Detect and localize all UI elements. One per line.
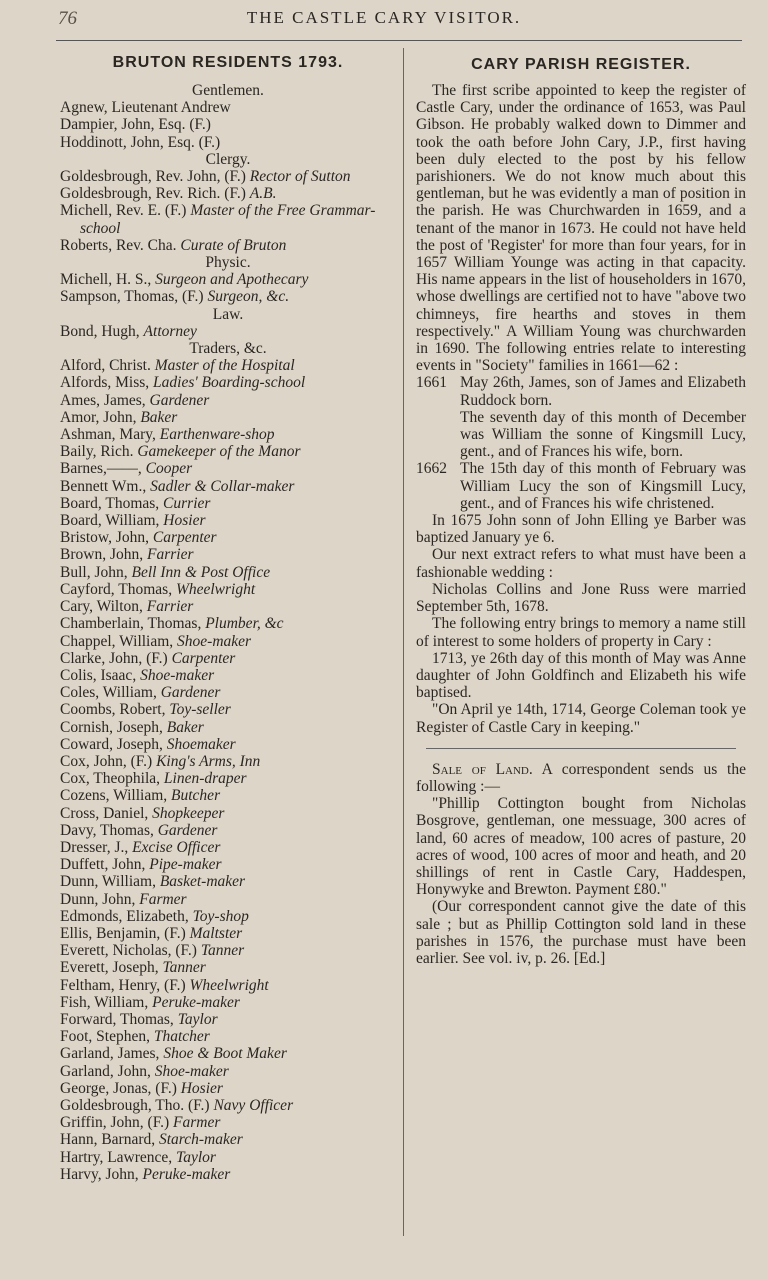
- resident-occupation: Toy-seller: [169, 701, 231, 719]
- resident-name: Colis, Isaac,: [60, 666, 137, 684]
- resident-occupation: King's Arms, Inn: [156, 752, 261, 770]
- resident-entry: [60, 684, 396, 701]
- resident-entry: [60, 1045, 396, 1062]
- register-title: CARY PARISH REGISTER.: [471, 56, 691, 73]
- resident-name: Cozens, William,: [60, 787, 168, 805]
- resident-entry: [60, 202, 396, 236]
- resident-occupation: Surgeon, &c.: [207, 288, 290, 306]
- resident-name: Cox, John, (F.): [60, 752, 153, 770]
- resident-entry: [60, 701, 396, 718]
- resident-occupation: Wheelwright: [175, 580, 256, 598]
- resident-name: Cross, Daniel,: [60, 804, 149, 822]
- resident-name: Harvy, John,: [60, 1165, 139, 1183]
- resident-occupation: Earthenware-shop: [159, 426, 275, 444]
- resident-name: Cox, Theophila,: [60, 770, 161, 788]
- resident-occupation: Gardener: [149, 391, 210, 409]
- resident-name: Bristow, John,: [60, 529, 149, 547]
- resident-occupation: Gardener: [160, 684, 221, 702]
- resident-occupation: Plumber, &c: [205, 615, 284, 633]
- resident-entry: [60, 787, 396, 804]
- resident-occupation: Farrier: [146, 598, 194, 616]
- resident-entry: [60, 1166, 396, 1183]
- resident-entry: [60, 925, 396, 942]
- resident-entry: [60, 615, 396, 632]
- resident-occupation: Bell Inn & Post Office: [131, 563, 271, 581]
- running-title: THE CASTLE CARY VISITOR.: [246, 8, 522, 27]
- register-paragraph: Our next extract refers to what must have been a fashionable wedding :: [416, 546, 746, 581]
- resident-occupation: Master of the Hospital: [154, 357, 295, 375]
- resident-entry: [60, 374, 396, 391]
- resident-name: Clarke, John, (F.): [60, 649, 168, 667]
- resident-occupation: Sadler & Collar-maker: [150, 477, 295, 495]
- resident-name: Garland, John,: [60, 1062, 151, 1080]
- resident-occupation: Attorney: [143, 322, 197, 340]
- residents-title: BRUTON RESIDENTS 1793.: [112, 54, 344, 71]
- resident-entry: [60, 392, 396, 409]
- resident-occupation: Ladies' Boarding-school: [153, 374, 306, 392]
- resident-occupation: Shoe-maker: [140, 666, 215, 684]
- resident-entry: [60, 959, 396, 976]
- resident-name: Goldesbrough, Rev. Rich. (F.): [60, 185, 246, 203]
- register-entry-1662: [416, 460, 746, 512]
- resident-entry: [60, 357, 396, 374]
- resident-entry: [60, 942, 396, 959]
- resident-entry: [60, 271, 396, 288]
- resident-occupation: Baker: [166, 718, 204, 736]
- resident-entry: [60, 633, 396, 650]
- resident-occupation: Surgeon and Apothecary: [155, 271, 309, 289]
- resident-entry: [60, 719, 396, 736]
- resident-entry: [60, 495, 396, 512]
- resident-name: Barnes,——,: [60, 460, 142, 478]
- resident-name: Davy, Thomas,: [60, 821, 154, 839]
- resident-entry: [60, 409, 396, 426]
- resident-entry: [60, 770, 396, 787]
- resident-entry: [60, 512, 396, 529]
- sale-heading: Sale of Land.: [432, 760, 533, 778]
- resident-occupation: Gardener: [157, 821, 218, 839]
- resident-name: Everett, Joseph,: [60, 959, 159, 977]
- resident-occupation: Taylor: [177, 1010, 218, 1028]
- resident-name: Edmonds, Elizabeth,: [60, 907, 189, 925]
- resident-name: Cary, Wilton,: [60, 598, 143, 616]
- resident-name: Michell, H. S.,: [60, 271, 152, 289]
- resident-name: Coombs, Robert,: [60, 701, 166, 719]
- register-paragraph: "On April ye 14th, 1714, George Coleman took ye Register of Castle Cary in keeping.": [416, 701, 746, 736]
- resident-name: Roberts, Rev. Cha.: [60, 236, 177, 254]
- resident-entry: [60, 908, 396, 925]
- resident-entry: [60, 1028, 396, 1045]
- register-paragraph: The first scribe appointed to keep the register of Castle Cary, under the ordinance of 1653, was Paul Gibson. He probably walked down to Dimmer and took the oath before John Cary, J.P., first having been duly elected to the post by his fellow parishioners. We do not know much about this gentleman, but he was evidently a man of position in the parish. He was Churchwarden in 1659, and a tenant of the manor in 1673. He could not have held the post of 'Register' for more than four years, for in 1657 William Younge was acting in that capacity. His name appears in the list of householders in 1670, whose dwellings are certified not to have "above two chimneys, fire hearths and stoves in them respectively." A William Young was churchwarden in 1690. The following entries relate to interesting events in "Society" families in 1661—62 :: [416, 82, 746, 375]
- resident-occupation: Starch-maker: [159, 1131, 243, 1149]
- resident-entry: [60, 185, 396, 202]
- resident-entry: [60, 977, 396, 994]
- page-number: 76: [58, 8, 77, 29]
- resident-entry: [60, 237, 396, 254]
- resident-name: Brown, John,: [60, 546, 144, 564]
- resident-name: Chappel, William,: [60, 632, 174, 650]
- entry-text-a: May 26th, James, son of James and Elizabeth Ruddock born.: [460, 374, 746, 409]
- header-rule: [56, 40, 742, 41]
- resident-entry: [60, 529, 396, 546]
- resident-occupation: Shoe-maker: [177, 632, 252, 650]
- resident-entry: [60, 134, 396, 151]
- resident-name: Ames, James,: [60, 391, 146, 409]
- resident-name: Chamberlain, Thomas,: [60, 615, 202, 633]
- resident-name: Bond, Hugh,: [60, 322, 140, 340]
- register-paragraph: The following entry brings to memory a name still of interest to some holders of property in Cary :: [416, 615, 746, 650]
- resident-occupation: Shoe-maker: [154, 1062, 229, 1080]
- resident-name: George, Jonas, (F.): [60, 1079, 177, 1097]
- resident-entry: [60, 805, 396, 822]
- resident-entry: [60, 650, 396, 667]
- resident-name: Fish, William,: [60, 993, 149, 1011]
- resident-name: Alford, Christ.: [60, 357, 151, 375]
- resident-name: Hann, Barnard,: [60, 1131, 156, 1149]
- resident-entry: [60, 1063, 396, 1080]
- resident-entry: [60, 1149, 396, 1166]
- resident-entry: [60, 546, 396, 563]
- section-heading: Physic.: [205, 254, 251, 272]
- resident-name: Board, William,: [60, 512, 160, 530]
- sale-note: (Our correspondent cannot give the date of this sale ; but as Phillip Cottington sold land in these parishes in 1576, the purchase must have been earlier. See vol. iv, p. 26. [Ed.]: [416, 898, 746, 967]
- register-entry-1661: [416, 374, 746, 460]
- resident-name: Ellis, Benjamin, (F.): [60, 924, 186, 942]
- resident-occupation: Excise Officer: [132, 838, 221, 856]
- resident-occupation: Rector of Sutton: [249, 168, 351, 186]
- resident-entry: [60, 443, 396, 460]
- resident-name: Ashman, Mary,: [60, 426, 156, 444]
- resident-entry: [60, 891, 396, 908]
- resident-name: Goldesbrough, Rev. John, (F.): [60, 168, 246, 186]
- resident-occupation: A.B.: [249, 185, 277, 203]
- resident-entry: [60, 323, 396, 340]
- resident-name: Foot, Stephen,: [60, 1028, 150, 1046]
- entry-text: [460, 374, 746, 460]
- resident-occupation: Taylor: [176, 1148, 216, 1166]
- resident-occupation: Hosier: [180, 1079, 223, 1097]
- resident-occupation: Pipe-maker: [149, 856, 222, 874]
- resident-name: Dresser, J.,: [60, 838, 129, 856]
- column-divider: [403, 48, 404, 1236]
- resident-occupation: Carpenter: [171, 649, 236, 667]
- resident-occupation: Navy Officer: [213, 1096, 294, 1114]
- resident-name: Griffin, John, (F.): [60, 1114, 170, 1132]
- resident-entry: [60, 1131, 396, 1148]
- resident-entry: [60, 667, 396, 684]
- resident-entry: [60, 1097, 396, 1114]
- resident-entry: [60, 994, 396, 1011]
- resident-name: Forward, Thomas,: [60, 1010, 174, 1028]
- resident-name: Cayford, Thomas,: [60, 580, 173, 598]
- sale-paragraph: [416, 761, 746, 795]
- right-column: [416, 56, 746, 967]
- resident-name: Feltham, Henry, (F.): [60, 976, 186, 994]
- resident-name: Bennett Wm.,: [60, 477, 147, 495]
- entry-year: 1662: [416, 460, 447, 478]
- resident-entry: [60, 581, 396, 598]
- resident-entry: [60, 1114, 396, 1131]
- resident-name: Michell, Rev. E. (F.): [60, 202, 187, 220]
- entry-year: 1661: [416, 374, 447, 392]
- resident-occupation: Farmer: [173, 1114, 221, 1132]
- resident-name: Board, Thomas,: [60, 494, 160, 512]
- resident-name: Hartry, Lawrence,: [60, 1148, 173, 1166]
- resident-occupation: Cooper: [145, 460, 193, 478]
- resident-entry: [60, 856, 396, 873]
- resident-occupation: Carpenter: [152, 529, 217, 547]
- sale-intro: A correspondent sends us the following :—: [416, 760, 746, 795]
- resident-entry: [60, 564, 396, 581]
- resident-name: Cornish, Joseph,: [60, 718, 163, 736]
- resident-occupation: Curate of Bruton: [180, 236, 287, 254]
- resident-name: Coward, Joseph,: [60, 735, 163, 753]
- resident-occupation: Tanner: [162, 959, 206, 977]
- resident-name: Hoddinott, John, Esq. (F.): [60, 133, 221, 151]
- resident-name: Baily, Rich.: [60, 443, 134, 461]
- register-paragraph: Nicholas Collins and Jone Russ were married September 5th, 1678.: [416, 580, 746, 616]
- resident-name: Duffett, John,: [60, 856, 146, 874]
- resident-name: Amor, John,: [60, 408, 137, 426]
- resident-entry: [60, 753, 396, 770]
- entry-text: The 15th day of this month of February was William Lucy the son of Kingsmill Lucy, gent., and of Frances his wife christened.: [460, 460, 746, 512]
- section-heading: Traders, &c.: [189, 340, 267, 358]
- resident-occupation: Shoemaker: [166, 735, 236, 753]
- resident-entry: [60, 168, 396, 185]
- section-rule: [426, 748, 736, 749]
- section-heading: Gentlemen.: [192, 82, 264, 99]
- resident-name: Everett, Nicholas, (F.): [60, 942, 197, 960]
- register-paragraph: 1713, ye 26th day of this month of May was Anne daughter of John Goldfinch and Elizabeth his wife baptised.: [416, 649, 746, 702]
- resident-occupation: Thatcher: [153, 1028, 210, 1046]
- resident-occupation: Toy-shop: [192, 907, 249, 925]
- resident-occupation: Currier: [163, 494, 211, 512]
- resident-entry: [60, 99, 396, 116]
- resident-entry: [60, 873, 396, 890]
- resident-occupation: Maltster: [189, 924, 243, 942]
- resident-name: Garland, James,: [60, 1045, 160, 1063]
- resident-name: Goldesbrough, Tho. (F.): [60, 1096, 210, 1114]
- resident-occupation: Master of the Free Grammar-school: [80, 202, 376, 237]
- resident-entry: [60, 478, 396, 495]
- resident-occupation: Farmer: [139, 890, 187, 908]
- sale-quote: "Phillip Cottington bought from Nicholas Bosgrove, gentleman, one messuage, 300 acres of land, 60 acres of meadow, 100 acres of pasture, 20 acres of wood, 100 acres of moor and heath, and 20 shillings of rent in Castle Cary, Haddespen, Honywyke and Brewton. Payment £80.": [416, 795, 746, 899]
- resident-name: Sampson, Thomas, (F.): [60, 288, 204, 306]
- resident-occupation: Gamekeeper of the Manor: [137, 443, 301, 461]
- resident-occupation: Farrier: [146, 546, 194, 564]
- register-paragraph: In 1675 John sonn of John Elling ye Barber was baptized January ye 6.: [416, 512, 746, 547]
- resident-entry: [60, 460, 396, 477]
- resident-entry: [60, 598, 396, 615]
- resident-occupation: Shoe & Boot Maker: [163, 1045, 287, 1063]
- resident-name: Dunn, William,: [60, 873, 156, 891]
- resident-occupation: Tanner: [200, 942, 245, 960]
- resident-entry: [60, 288, 396, 305]
- resident-name: Agnew, Lieutenant Andrew: [60, 99, 231, 117]
- resident-name: Dunn, John,: [60, 890, 136, 908]
- resident-occupation: Linen-draper: [163, 770, 247, 788]
- resident-occupation: Butcher: [171, 787, 221, 805]
- resident-name: Dampier, John, Esq. (F.): [60, 116, 211, 134]
- resident-entry: [60, 822, 396, 839]
- resident-name: Bull, John,: [60, 563, 128, 581]
- resident-entry: [60, 116, 396, 133]
- resident-entry: [60, 839, 396, 856]
- resident-occupation: Peruke-maker: [142, 1165, 231, 1183]
- section-heading: Clergy.: [205, 150, 251, 168]
- resident-occupation: Baker: [140, 408, 178, 426]
- section-heading: Law.: [212, 305, 244, 323]
- entry-text-b: The seventh day of this month of December was William the sonne of Kingsmill Lucy, gent., and of Frances his wife, born.: [460, 408, 746, 461]
- resident-name: Alfords, Miss,: [60, 374, 150, 392]
- resident-occupation: Shopkeeper: [152, 804, 225, 822]
- left-column: [60, 54, 396, 1183]
- resident-occupation: Hosier: [163, 512, 206, 530]
- resident-entry: [60, 1011, 396, 1028]
- resident-name: Coles, William,: [60, 684, 157, 702]
- resident-entry: [60, 426, 396, 443]
- residents-list: [60, 82, 396, 1183]
- resident-occupation: Basket-maker: [159, 873, 246, 891]
- resident-entry: [60, 736, 396, 753]
- resident-occupation: Peruke-maker: [152, 993, 240, 1011]
- resident-occupation: Wheelwright: [189, 976, 269, 994]
- resident-entry: [60, 1080, 396, 1097]
